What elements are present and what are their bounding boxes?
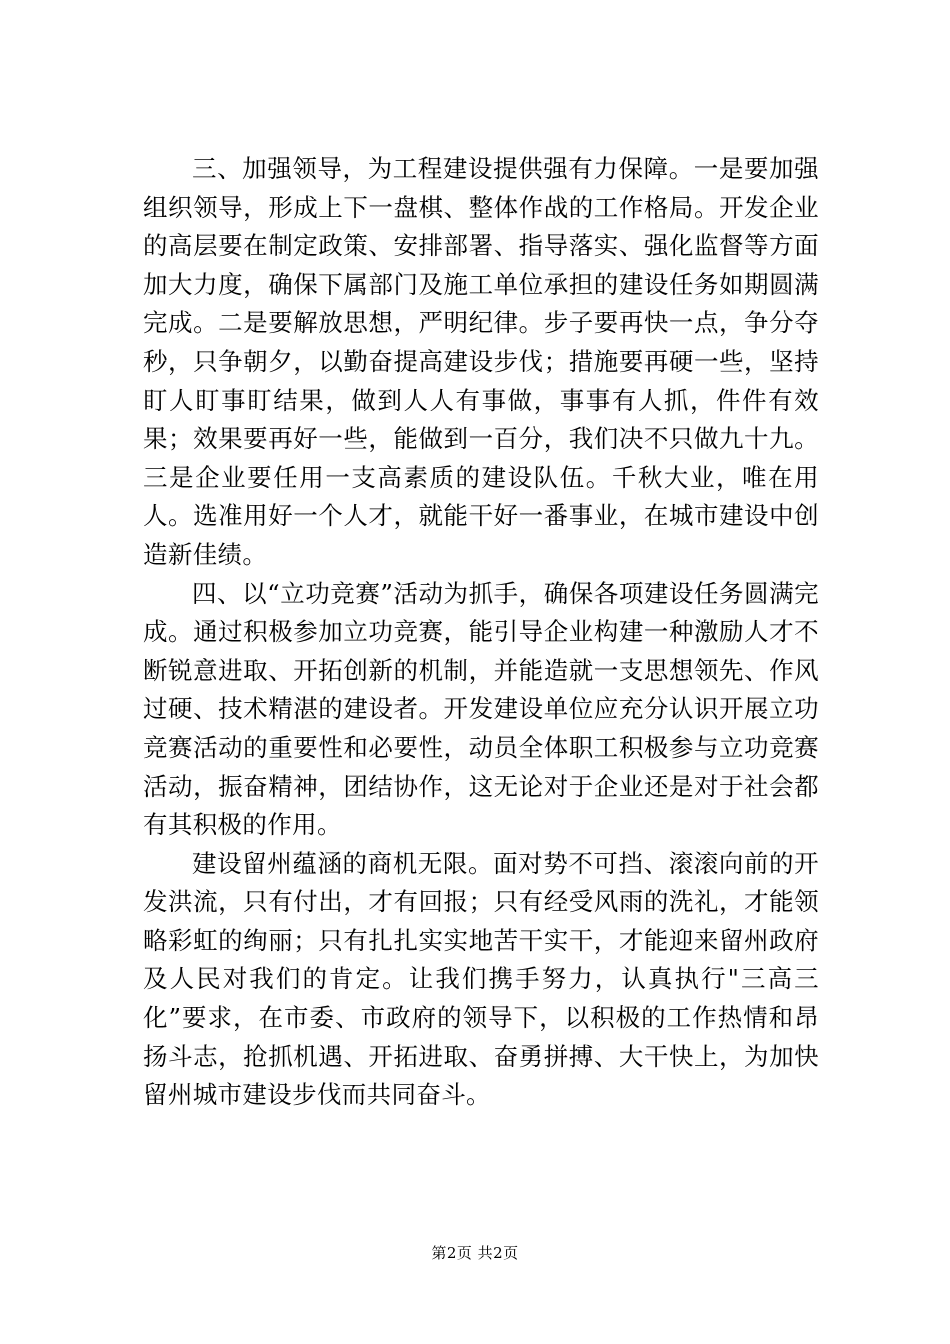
document-body [143, 150, 819, 1115]
paragraph-leadership: 三、加强领导，为工程建设提供强有力保障。一是要加强组织领导，形成上下一盘棋、整体作战的工作格局。开发企业的高层要在制定政策、安排部署、指导落实、强化监督等方面加大力度，确保下属部门及施工单位承担的建设任务如期圆满完成。二是要解放思想，严明纪律。步子要再快一点，争分夺秒，只争朝夕，以勤奋提高建设步伐；措施要再硬一些，坚持盯人盯事盯结果，做到人人有事做，事事有人抓，件件有效果；效果要再好一些，能做到一百分，我们决不只做九十九。三是企业要任用一支高素质的建设队伍。千秋大业，唯在用人。选准用好一个人才，就能干好一番事业，在城市建设中创造新佳绩。 [143, 154, 819, 569]
page-footer: 第2页 共2页 [431, 1244, 519, 1262]
paragraph-conclusion: 建设留州蕴涵的商机无限。面对势不可挡、滚滚向前的开发洪流，只有付出，才有回报；只有经受风雨的洗礼，才能领略彩虹的绚丽；只有扎扎实实地苦干实干，才能迎来留州政府及人民对我们的肯定。让我们携手努力，认真执行"三高三化”要求，在市委、市政府的领导下，以积极的工作热情和昂扬斗志，抢抓机遇、开拓进取、奋勇拼搏、大干快上，为加快留州城市建设步伐而共同奋斗。 [143, 848, 819, 1110]
paragraph-competition: 四、以“立功竞赛”活动为抓手，确保各项建设任务圆满完成。通过积极参加立功竞赛，能引导企业构建一种激励人才不断锐意进取、开拓创新的机制，并能造就一支思想领先、作风过硬、技术精湛的建设者。开发建设单位应充分认识开展立功竞赛活动的重要性和必要性，动员全体职工积极参与立功竞赛活动，振奋精神，团结协作，这无论对于企业还是对于社会都有其积极的作用。 [143, 578, 819, 840]
